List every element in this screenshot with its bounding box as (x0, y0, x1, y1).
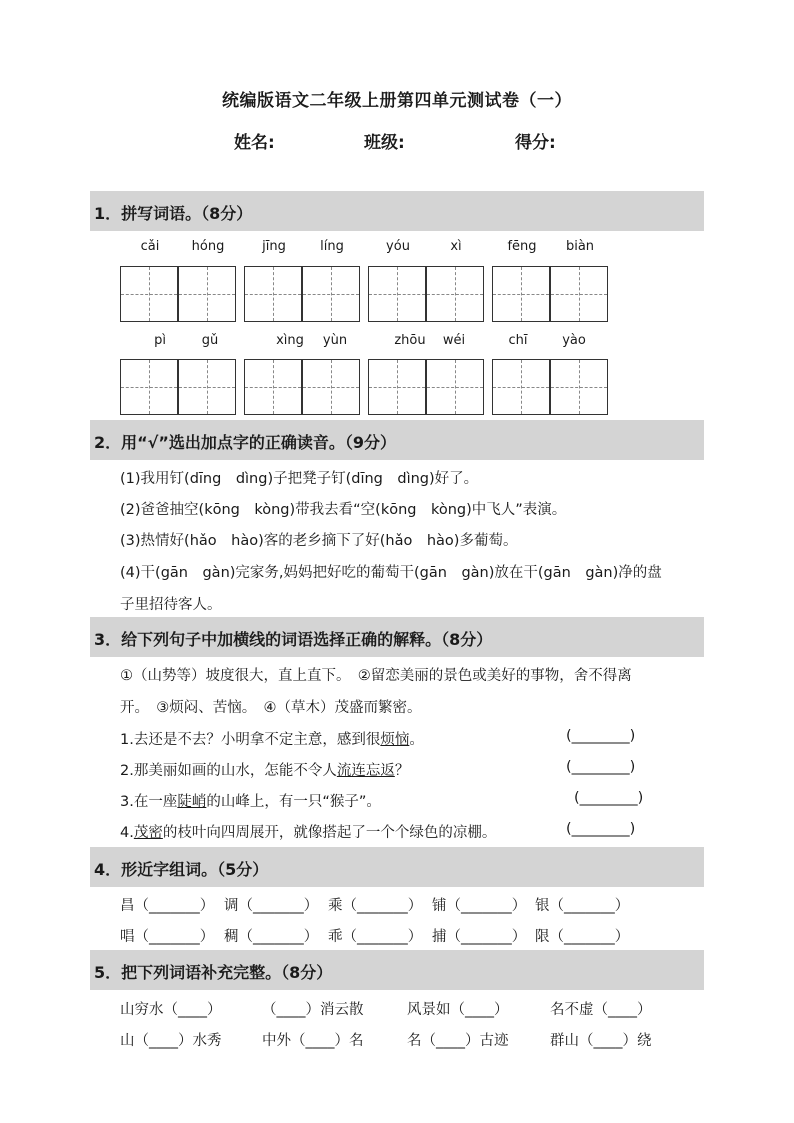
word-item: 调（_______） (224, 898, 319, 914)
word-item: 银（_______） (535, 898, 630, 914)
question-line: (3)热情好(hǎo hào)客的老乡摘下了好(hǎo hào)多葡萄。 (120, 533, 518, 549)
section-3-title: 3．给下列句子中加横线的词语选择正确的解释。（8分） (94, 630, 493, 649)
question-text: 4. (120, 825, 134, 841)
writing-box[interactable] (492, 359, 550, 415)
question-line (120, 759, 409, 780)
answer-blank[interactable]: (________) (566, 759, 636, 775)
word-item: 铺（_______） (432, 898, 527, 914)
pinyin: gǔ (201, 333, 219, 348)
section-5-title: 5．把下列词语补充完整。（8分） (94, 963, 333, 982)
underlined-word: 流连忘返 (336, 763, 395, 779)
word-item: 昌（_______） (120, 898, 215, 914)
idiom-item: （____）消云散 (262, 1002, 364, 1018)
pinyin: jīng (262, 239, 286, 254)
section-1-title: 1．拼写词语。（8分） (94, 204, 253, 223)
idiom-item: 群山（____）绕 (550, 1033, 652, 1049)
word-item: 乘（_______） (328, 898, 423, 914)
question-line (120, 728, 424, 749)
pinyin: wéi (442, 333, 466, 348)
writing-box[interactable] (120, 266, 178, 322)
answer-blank[interactable]: (________) (574, 790, 644, 806)
section-2-title: 2．用“√”选出加点字的正确读音。（9分） (94, 433, 396, 452)
word-item: 乖（_______） (328, 929, 423, 945)
writing-box[interactable] (244, 359, 302, 415)
pinyin: líng (320, 239, 344, 254)
question-line (120, 821, 496, 842)
name-label: 姓名: (234, 133, 275, 153)
word-item: 唱（_______） (120, 929, 215, 945)
section-5-header (90, 950, 704, 990)
pinyin: fēng (507, 239, 537, 254)
pinyin: yùn (322, 333, 348, 348)
idiom-item: 中外（____）名 (262, 1033, 364, 1049)
idiom-item: 山穷水（____） (120, 1002, 222, 1018)
page-title: 统编版语文二年级上册第四单元测试卷（一） (222, 91, 572, 111)
word-item: 稠（_______） (224, 929, 319, 945)
pinyin: chī (508, 333, 528, 348)
idiom-item: 名（____）古迹 (407, 1033, 509, 1049)
pinyin: biàn (565, 239, 595, 254)
question-line: (1)我用钉(dīng dìng)子把凳子钉(dīng dìng)好了。 (120, 471, 479, 487)
pinyin: hóng (191, 239, 225, 254)
question-line: 子里招待客人。 (120, 597, 222, 613)
writing-box[interactable] (550, 266, 608, 322)
question-text: 的山峰上，有一只“猴子”。 (206, 794, 381, 810)
class-label: 班级: (364, 133, 405, 153)
answer-blank[interactable]: (________) (566, 821, 636, 837)
writing-box[interactable] (492, 266, 550, 322)
writing-box[interactable] (178, 266, 236, 322)
idiom-item: 名不虚（____） (550, 1002, 652, 1018)
writing-box[interactable] (244, 266, 302, 322)
pinyin: pì (154, 333, 166, 348)
pinyin: xìng (276, 333, 304, 348)
word-item: 限（_______） (535, 929, 630, 945)
pinyin: cǎi (140, 239, 160, 254)
question-text: 。 (409, 732, 424, 748)
question-line (120, 790, 381, 811)
writing-box[interactable] (178, 359, 236, 415)
question-text: ？ (394, 763, 410, 779)
writing-box[interactable] (426, 359, 484, 415)
section-4-title: 4．形近字组词。（5分） (94, 860, 269, 879)
section-4-header (90, 847, 704, 887)
idiom-item: 山（____）水秀 (120, 1033, 222, 1049)
writing-box[interactable] (120, 359, 178, 415)
pinyin: xì (450, 239, 462, 254)
pinyin: yào (562, 333, 586, 348)
underlined-word: 陡峭 (177, 794, 207, 810)
question-line: (4)干(gān gàn)完家务,妈妈把好吃的葡萄干(gān gàn)放在干(gān gàn)净的盘 (120, 565, 662, 581)
word-item: 捕（_______） (432, 929, 527, 945)
underlined-word: 烦恼 (380, 732, 410, 748)
score-label: 得分: (515, 133, 556, 153)
writing-box[interactable] (368, 359, 426, 415)
question-text: 1.去还是不去？小明拿不定主意，感到很 (120, 732, 381, 748)
pinyin: yóu (386, 239, 410, 254)
writing-box[interactable] (368, 266, 426, 322)
question-text: 的枝叶向四周展开，就像搭起了一个个绿色的凉棚。 (162, 825, 497, 841)
writing-box[interactable] (426, 266, 484, 322)
question-text: 3.在一座 (120, 794, 178, 810)
pinyin: zhōu (394, 333, 426, 348)
section-1-header (90, 191, 704, 231)
options-line: 开。 ③烦闷、苦恼。 ④（草木）茂盛而繁密。 (120, 700, 422, 716)
writing-box[interactable] (550, 359, 608, 415)
question-line: (2)爸爸抽空(kōng kòng)带我去看“空(kōng kòng)中飞人”表演。 (120, 502, 567, 518)
underlined-word: 茂密 (133, 825, 163, 841)
answer-blank[interactable]: (________) (566, 728, 636, 744)
options-line: ①（山势等）坡度很大，直上直下。 ②留恋美丽的景色或美好的事物，舍不得离 (120, 668, 632, 684)
question-text: 2.那美丽如画的山水，怎能不令人 (120, 763, 337, 779)
idiom-item: 风景如（____） (407, 1002, 509, 1018)
writing-box[interactable] (302, 359, 360, 415)
section-2-header (90, 420, 704, 460)
writing-box[interactable] (302, 266, 360, 322)
section-3-header (90, 617, 704, 657)
